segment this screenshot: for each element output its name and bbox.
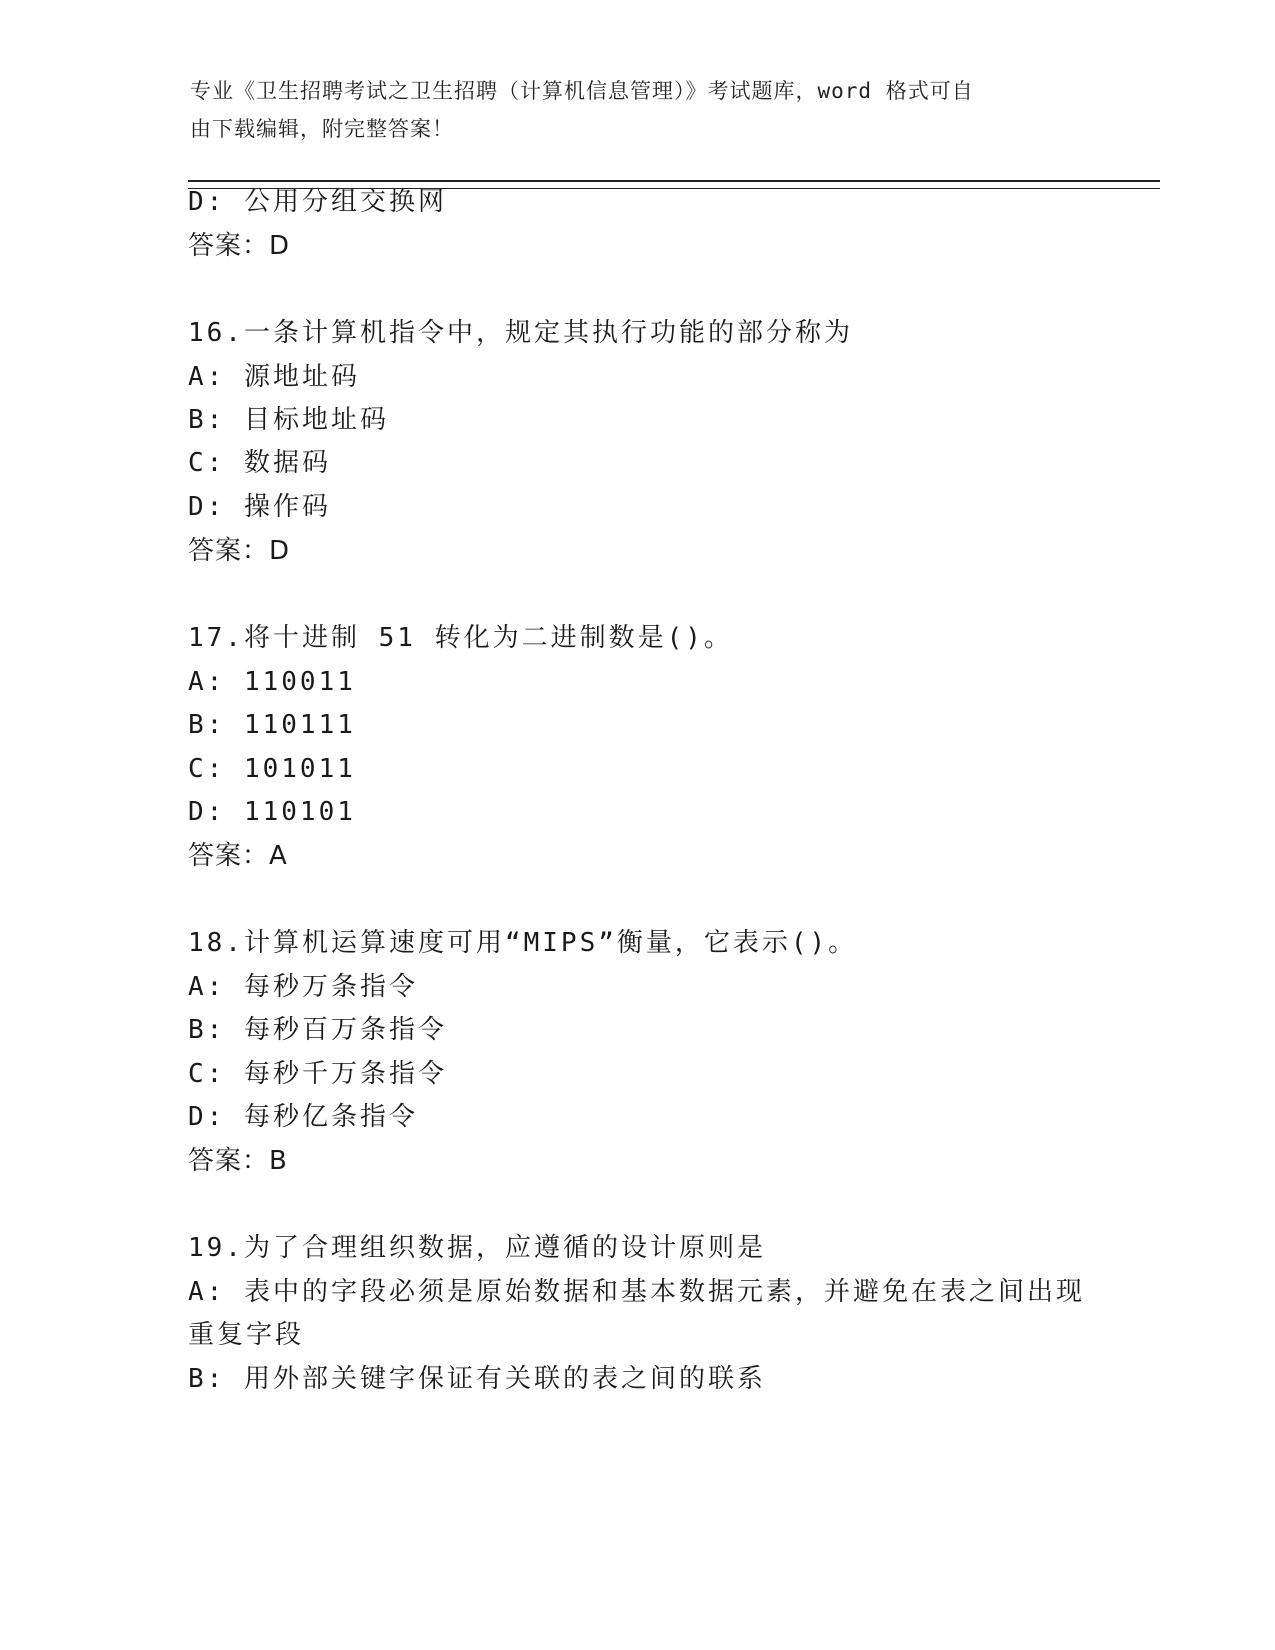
answer-q16: 答案：D — [188, 536, 291, 566]
option-b-q16: B: 目标地址码 — [188, 405, 389, 435]
option-c-q17: C: 101011 — [188, 754, 356, 784]
answer-q15: 答案：D — [188, 231, 291, 261]
option-a-q19-line-2: 重复字段 — [188, 1320, 305, 1350]
answer-q17: 答案：A — [188, 841, 288, 871]
option-a-q18: A: 每秒万条指令 — [188, 972, 418, 1002]
document-header — [190, 72, 1090, 148]
answer-q18: 答案：B — [188, 1146, 288, 1176]
question-16: 16.一条计算机指令中，规定其执行功能的部分称为 — [188, 318, 853, 348]
option-d-q16: D: 操作码 — [188, 492, 331, 522]
option-c-q18: C: 每秒千万条指令 — [188, 1059, 447, 1089]
option-b-q18: B: 每秒百万条指令 — [188, 1015, 447, 1045]
option-a-q17: A: 110011 — [188, 667, 356, 697]
option-d-q17: D: 110101 — [188, 797, 356, 827]
question-17: 17.将十进制 51 转化为二进制数是()。 — [188, 623, 733, 653]
option-a-q19-line-1: A: 表中的字段必须是原始数据和基本数据元素，并避免在表之间出现 — [188, 1277, 1085, 1307]
option-b-q17: B: 110111 — [188, 710, 356, 740]
option-c-q16: C: 数据码 — [188, 448, 331, 478]
option-a-q16: A: 源地址码 — [188, 362, 360, 392]
option-b-q19: B: 用外部关键字保证有关联的表之间的联系 — [188, 1364, 766, 1394]
question-18: 18.计算机运算速度可用“MIPS”衡量，它表示()。 — [188, 928, 858, 958]
header-line-2: 由下载编辑，附完整答案！ — [190, 117, 454, 141]
question-19: 19.为了合理组织数据，应遵循的设计原则是 — [188, 1233, 766, 1263]
option-d-q15: D: 公用分组交换网 — [188, 187, 447, 217]
header-line-1: 专业《卫生招聘考试之卫生招聘（计算机信息管理）》考试题库，word 格式可自 — [190, 79, 974, 103]
option-d-q18: D: 每秒亿条指令 — [188, 1102, 418, 1132]
